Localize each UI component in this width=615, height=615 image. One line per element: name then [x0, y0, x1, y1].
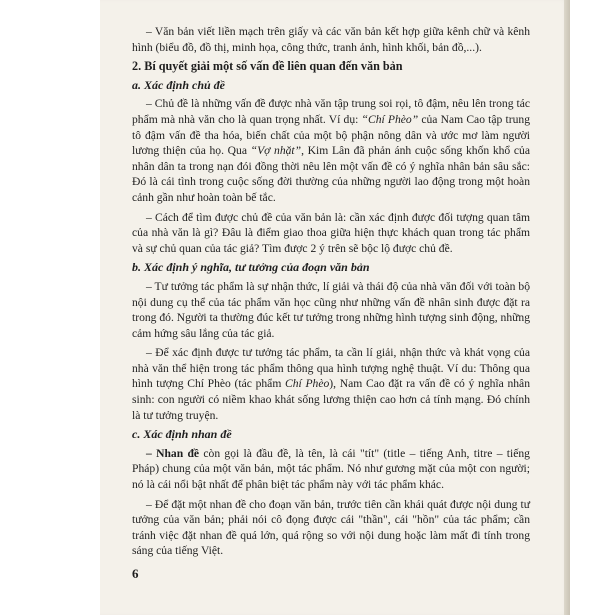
subheading-b: b. Xác định ý nghĩa, tư tưởng của đoạn văn bản	[132, 260, 370, 275]
paragraph-theme-definition	[132, 96, 530, 205]
page-number: 6	[132, 566, 139, 581]
subheading-c: c. Xác định nhan đề	[132, 427, 232, 442]
text-run: ), Nam Cao đặt ra vấn đề có ý nghĩa nhân sinh: con người có niềm khao khát sống lương thiện cao hơn cả tính mạng. Đó chính là tư tưởng truyện.	[132, 377, 530, 422]
page-edge-shadow	[564, 0, 570, 615]
work-title-chi-pheo: “Chí Phèo”	[361, 112, 419, 126]
paragraph-title-definition	[132, 446, 530, 493]
work-title-chi-pheo-2: Chí Phèo	[285, 377, 330, 391]
work-title-vo-nhat: “Vợ nhặt”	[250, 144, 302, 158]
paragraph-idea-definition: – Tư tưởng tác phẩm là sự nhận thức, lí giải và thái độ của nhà văn đối với toàn bộ nội dung cụ thể của tác phẩm văn học cũng như những vấn đề nhân sinh được đặt ra trong đó. Người ta thường đúc kết tư tưởng trong những hình tượng sinh động, những cảm hứng sâu lắng của tác giả.	[132, 279, 530, 340]
text-run: còn gọi là đầu đề, là tên, là cái "tít" (title – tiếng Anh, titre – tiếng Pháp) chung của một văn bản, một tác phẩm. Nó như gương mặt của một con người; nó là cái nổi bật nhất để phân biệt tác phẩm này với tác phẩm khác.	[132, 446, 530, 492]
paragraph-idea-method	[132, 345, 530, 423]
book-page	[100, 0, 570, 615]
text-run: , Kim Lân đã phản ánh cuộc sống khốn khổ của nhân dân ta trong nạn đói đồng thời nêu lên một vấn đề có ý nghĩa nhân bản sâu sắc: Đó là cái tình trong cuộc sống đời thường của những người lao động trong một hoàn cảnh gần như hoàn toàn bế tắc.	[132, 144, 530, 204]
page-body	[132, 24, 530, 563]
subheading-a: a. Xác định chủ đề	[132, 77, 226, 92]
term-nhan-de: – Nhan đề	[146, 446, 200, 460]
text-run: – Chủ đề là những vấn đề được nhà văn tập trung soi rọi, tô đậm, nêu lên trong tác phẩm mà nhà văn cho là quan trọng nhất. Ví dụ:	[132, 97, 530, 126]
text-run: – Để xác định được tư tưởng tác phẩm, ta cần lí giải, nhận thức và khát vọng của nhà văn thể hiện trong tác phẩm thông qua hình tượng nghệ thuật. Ví du: Thông qua hình tượng Chí Phèo (tác phẩm	[132, 346, 530, 391]
section-heading: 2. Bí quyết giải một số vấn đề liên quan đến văn bản	[132, 59, 403, 74]
text-run: của Nam Cao tập trung tô đậm vấn đề tha hóa, biến chất của một bộ phận nông dân và ước mơ làm người lương thiện của họ. Qua	[132, 112, 530, 158]
paragraph-intro: – Văn bản viết liền mạch trên giấy và các văn bản kết hợp giữa kênh chữ và kênh hình (biểu đồ, đồ thị, minh họa, công thức, tranh ảnh, hình khối, bản đồ,...).	[132, 25, 530, 54]
paragraph-theme-method: – Cách để tìm được chủ đề của văn bản là: cần xác định được đối tượng quan tâm của nhà văn là gì? Đâu là điểm giao thoa giữa hiện thực khách quan trong tác phẩm và sự chủ quan của tác giả? Tìm được 2 ý trên sẽ bộc lộ được chủ đề.	[132, 210, 530, 255]
paragraph-title-method: – Để đặt một nhan đề cho đoạn văn bản, trước tiên cần khái quát được nội dung tư tưởng của văn bản; phải nói cô đọng được cái "thần", cái "hồn" của tác phẩm; cần tránh việc đặt nhan đề quá lớn, quá rộng so với nội dung hoặc làm mất đi tính trong sáng của tiếng Việt.	[132, 497, 530, 558]
